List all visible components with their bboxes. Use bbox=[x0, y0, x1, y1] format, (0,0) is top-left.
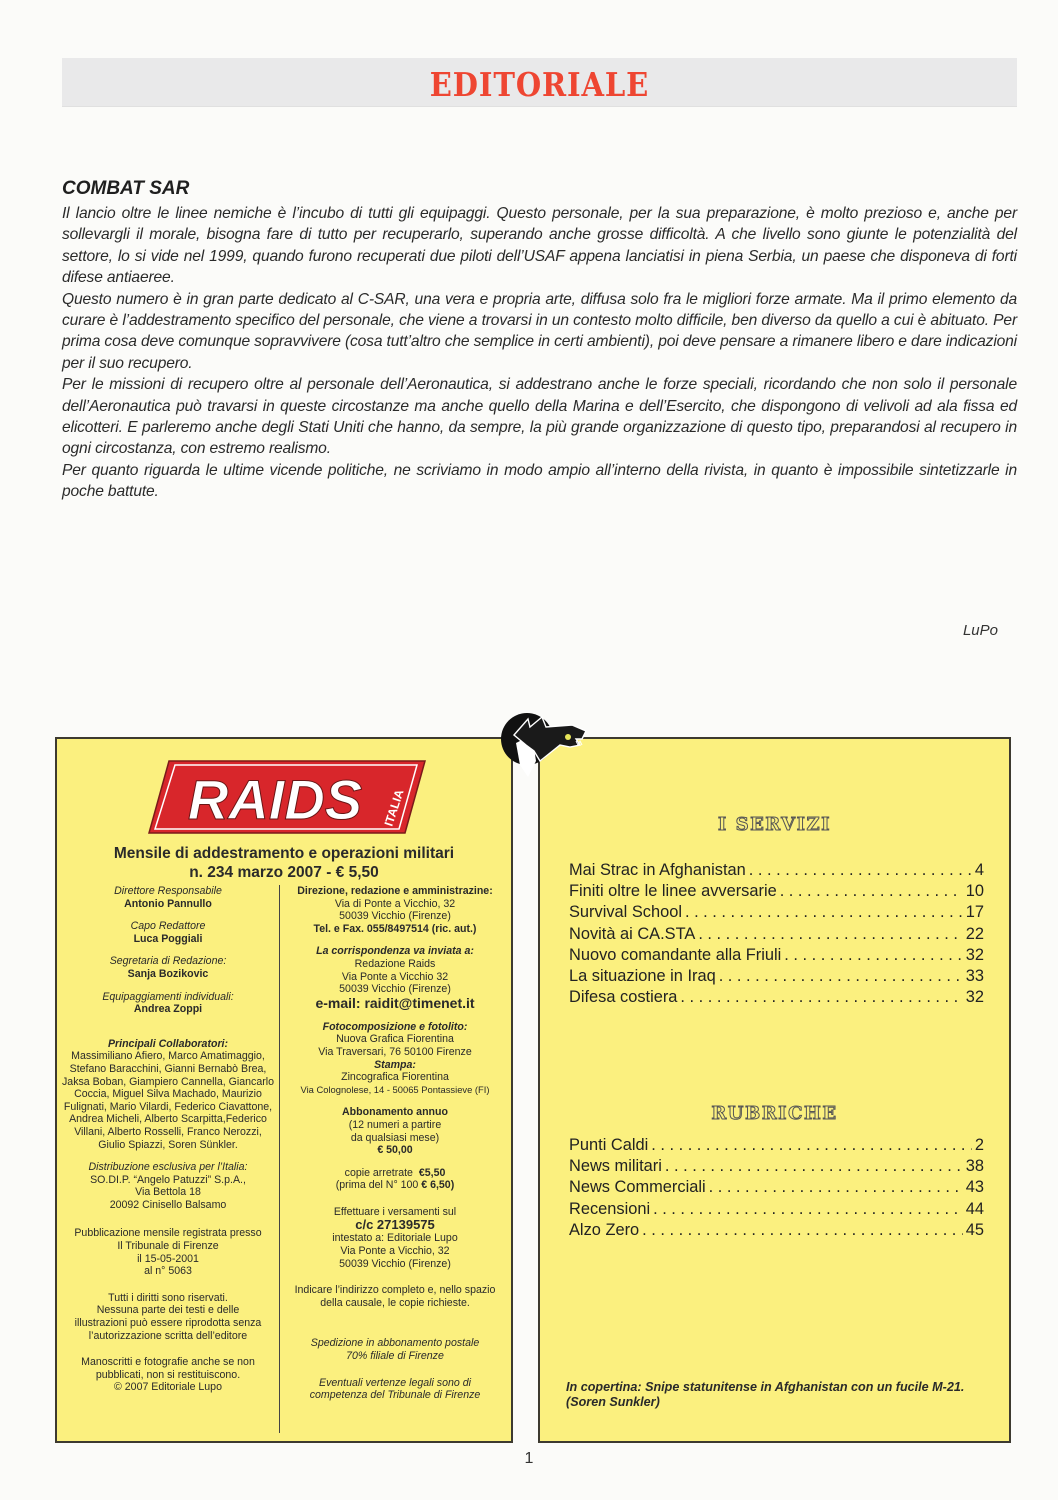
subscription-line: (12 numeri a partire bbox=[348, 1118, 442, 1131]
photo-label: Fotocomposizione e fotolito: bbox=[322, 1020, 468, 1033]
logo-text: RAIDS bbox=[187, 768, 363, 831]
article-paragraph: Per quanto riguarda le ultime vicende politiche, ne scriviamo in modo ampio all’interno della rivista, in quanto è impossibile sintetizzarle in poche battute. bbox=[62, 461, 1017, 501]
toc-item-title: Novità ai CA.STA bbox=[569, 924, 696, 943]
toc-item-page: 32 bbox=[965, 945, 984, 964]
distribution bbox=[61, 1161, 275, 1211]
rights-notice bbox=[61, 1292, 275, 1342]
toc-item[interactable] bbox=[569, 966, 984, 987]
toc-item-page: 10 bbox=[965, 882, 984, 901]
rights-line: Nessuna parte dei testi e delle bbox=[96, 1304, 240, 1317]
toc-item[interactable] bbox=[569, 924, 984, 945]
toc-leader-dots bbox=[709, 1177, 963, 1198]
registration-line: il 15-05-2001 bbox=[137, 1252, 199, 1265]
toc-item-title: Nuovo comandante alla Friuli bbox=[569, 945, 782, 964]
toc-item-title: Mai Strac in Afghanistan bbox=[569, 861, 746, 879]
gutter bbox=[514, 737, 538, 1443]
toc-leader-dots bbox=[653, 1199, 963, 1220]
masthead-box bbox=[55, 737, 513, 1443]
print-line: Zincografica Fiorentina bbox=[341, 1071, 449, 1084]
payment-account: c/c 27139575 bbox=[355, 1217, 435, 1233]
header-banner bbox=[62, 58, 1017, 107]
postal-line: 70% filiale di Firenze bbox=[346, 1350, 444, 1363]
staff-role: Direttore Responsabile bbox=[114, 885, 222, 897]
distribution-line: 20092 Cinisello Balsamo bbox=[109, 1198, 227, 1211]
subscription-line: da qualsiasi mese) bbox=[350, 1131, 440, 1144]
distribution-line: Via Bettola 18 bbox=[135, 1186, 201, 1199]
toc-item-page: 44 bbox=[965, 1199, 984, 1218]
print-label: Stampa: bbox=[374, 1058, 416, 1071]
collaborators-label: Principali Collaboratori: bbox=[107, 1037, 229, 1050]
toc-item-page: 22 bbox=[965, 924, 984, 943]
rights-line: Tutti i diritti sono riservati. bbox=[108, 1291, 228, 1304]
masthead-info bbox=[57, 844, 511, 882]
staff-role: Segretaria di Redazione: bbox=[109, 955, 227, 968]
toc-item-title: News Commerciali bbox=[569, 1178, 706, 1197]
toc-item-page: 32 bbox=[965, 988, 984, 1007]
staff-role: Equipaggiamenti individuali: bbox=[102, 990, 234, 1003]
toc-item[interactable] bbox=[569, 860, 984, 881]
toc-item-title: Recensioni bbox=[569, 1199, 651, 1218]
toc-item-page: 43 bbox=[965, 1178, 984, 1197]
toc-leader-dots bbox=[685, 902, 963, 923]
collaborators-list: Massimiliano Afiero, Marco Amatimaggio, Stefano Baracchini, Gianni Bernabò Brea, Jaksa Boban, Giampiero Cannella, Giancarlo Coccia, Miguel Silva Machado, Maurizio Fulignati, Mario Vilardi, Federico Ciavattone, Andrea Micheli, Alberto Scarpitta,Federico Villani, Alberto Rosselli, Franco Nerozzi, Giulio Spiazzi, Soren Sünkler. bbox=[62, 1050, 274, 1151]
toc-item[interactable] bbox=[569, 902, 984, 923]
office-label: Direzione, redazione e amministrazine: bbox=[297, 885, 493, 897]
phone-number: Tel. e Fax. 055/8497514 (ric. aut.) bbox=[313, 922, 477, 935]
toc-item-page: 45 bbox=[965, 1220, 984, 1239]
rights-line: l’autorizzazione scritta dell’editore bbox=[88, 1329, 248, 1342]
servizi-title: I SERVIZI bbox=[717, 814, 832, 835]
toc-item-title: Difesa costiera bbox=[569, 988, 678, 1007]
toc-item[interactable] bbox=[569, 1135, 984, 1156]
staff-entry bbox=[61, 920, 275, 945]
article-paragraph: Il lancio oltre le linee nemiche è l’incubo di tutti gli equipaggi. Questo personale, per la sua preparazione, è molto prezioso e, anche per sollevargli il morale, bisogna fare di tutto per recuperarlo, superando anche grosse difficoltà. A che livello sono giunte le potenzialità del settore, lo si vide nel 1999, quando furono recuperati due piloti dell’USAF appena lanciatisi in piena Serbia, un paese che disponeva di forti difese antiaeree. bbox=[62, 205, 1017, 287]
back-issues-label: copie arretrate bbox=[344, 1166, 413, 1179]
manuscripts-line: Manoscritti e fotografie anche se non bbox=[81, 1356, 255, 1369]
toc-leader-dots bbox=[642, 1220, 963, 1241]
print-line: Via Colognolese, 14 - 50065 Pontassieve (FI) bbox=[300, 1083, 490, 1095]
staff-entry bbox=[61, 955, 275, 980]
payment-label: Effettuare i versamenti sul bbox=[333, 1205, 457, 1218]
subscription-price: € 50,00 bbox=[377, 1144, 413, 1157]
column-divider bbox=[279, 885, 280, 1433]
subscription-info bbox=[285, 1106, 505, 1156]
toc-item-page: 38 bbox=[965, 1157, 984, 1176]
photo-line: Via Traversari, 76 50100 Firenze bbox=[318, 1045, 472, 1058]
article-paragraph: Questo numero è in gran parte dedicato al C-SAR, una vera e propria arte, diffusa solo fra le migliori forze armate. Ma il primo elemento da curare è l’addestramento specifico del personale, che viene a trovarsi in un contesto molto difficile, ben diverso da quello a cui è abituato. Per prima cosa deve comunque sopravvivere (cosa tutt’altro che semplice in certi ambienti), poi deve pensare a rimanere libero e dare indicazioni per il suo recupero. bbox=[62, 290, 1017, 372]
staff-entry bbox=[61, 885, 275, 910]
collaborators bbox=[61, 1038, 275, 1151]
correspondence-info bbox=[285, 945, 505, 1010]
correspondence-line: 50039 Vicchio (Firenze) bbox=[339, 983, 451, 996]
rubriche-title: RUBRICHE bbox=[711, 1103, 838, 1124]
payment-info bbox=[285, 1206, 505, 1270]
postal-info bbox=[285, 1337, 505, 1362]
subscription-label: Abbonamento annuo bbox=[342, 1106, 448, 1119]
toc-item-page: 2 bbox=[974, 1136, 984, 1154]
contacts-column bbox=[285, 885, 505, 1412]
author-signature: LuPo bbox=[962, 622, 998, 639]
address-note-line: Indicare l’indirizzo completo e, nello spazio bbox=[294, 1284, 496, 1297]
staff-role: Capo Redattore bbox=[130, 920, 206, 933]
correspondence-label: La corrispondenza va inviata a: bbox=[316, 945, 474, 958]
payment-line: 50039 Vicchio (Firenze) bbox=[339, 1257, 451, 1270]
production-info bbox=[285, 1021, 505, 1097]
correspondence-line: Via Ponte a Vicchio 32 bbox=[341, 970, 449, 983]
toc-leader-dots bbox=[719, 966, 963, 987]
toc-leader-dots bbox=[665, 1156, 963, 1177]
registration-line: al n° 5063 bbox=[144, 1265, 192, 1278]
payment-line: Via Ponte a Vicchio, 32 bbox=[340, 1245, 450, 1258]
staff-name: Luca Poggiali bbox=[133, 932, 203, 945]
toc-leader-dots bbox=[749, 860, 972, 881]
servizi-list bbox=[569, 860, 984, 1008]
toc-item-title: Survival School bbox=[569, 903, 682, 922]
back-issues-info bbox=[285, 1167, 505, 1192]
toc-item-title: Punti Caldi bbox=[569, 1136, 649, 1154]
correspondence-line: Redazione Raids bbox=[354, 957, 436, 970]
address-note bbox=[285, 1284, 505, 1309]
toc-item[interactable] bbox=[569, 881, 984, 902]
toc-item-page: 4 bbox=[974, 861, 984, 879]
staff-name: Andrea Zoppi bbox=[133, 1003, 203, 1016]
toc-item[interactable] bbox=[569, 1177, 984, 1198]
cover-note: In copertina: Snipe statunitense in Afghanistan con un fucile M-21. (Soren Sunkler) bbox=[566, 1380, 965, 1409]
toc-item-page: 17 bbox=[965, 903, 984, 922]
toc-leader-dots bbox=[698, 924, 962, 945]
office-line: Via di Ponte a Vicchio, 32 bbox=[334, 897, 456, 910]
editorial-article bbox=[62, 178, 1017, 503]
toc-item[interactable] bbox=[569, 1220, 984, 1241]
page-title: EDITORIALE bbox=[429, 65, 650, 104]
distribution-line: SO.DI.P. “Angelo Patuzzi” S.p.A., bbox=[90, 1173, 246, 1186]
toc-item-title: La situazione in Iraq bbox=[569, 967, 716, 986]
staff-entry bbox=[61, 991, 275, 1016]
staff-column bbox=[61, 885, 275, 1404]
email-link[interactable]: e-mail: raidit@timenet.it bbox=[315, 994, 475, 1011]
postal-line: Spedizione in abbonamento postale bbox=[310, 1337, 480, 1350]
contents-box bbox=[538, 737, 1011, 1443]
photo-line: Nuova Grafica Fiorentina bbox=[336, 1033, 454, 1046]
toc-leader-dots bbox=[784, 945, 962, 966]
toc-leader-dots bbox=[680, 987, 962, 1008]
toc-item-title: Finiti oltre le linee avversarie bbox=[569, 882, 777, 901]
rights-line: illustrazioni può essere riprodotta senza bbox=[74, 1317, 262, 1330]
back-issues-price: €5,50 bbox=[418, 1166, 446, 1179]
issue-info: n. 234 marzo 2007 - € 5,50 bbox=[189, 864, 379, 881]
toc-item-title: Alzo Zero bbox=[569, 1220, 640, 1239]
distribution-label: Distribuzione esclusiva per l’Italia: bbox=[88, 1161, 248, 1174]
manuscripts-line: pubblicati, non si restituiscono. bbox=[95, 1368, 241, 1381]
logo-subtext: ITALIA bbox=[381, 787, 407, 828]
rubriche-list bbox=[569, 1135, 984, 1241]
article-body bbox=[62, 203, 1017, 503]
office-line: 50039 Vicchio (Firenze) bbox=[339, 910, 451, 923]
toc-leader-dots bbox=[651, 1135, 972, 1156]
article-heading: COMBAT SAR bbox=[62, 178, 190, 199]
registration-line: Pubblicazione mensile registrata presso bbox=[74, 1227, 262, 1240]
legal-line: competenza del Tribunale di Firenze bbox=[309, 1389, 481, 1402]
article-paragraph: Per le missioni di recupero oltre al personale dell’Aeronautica, si addestrano anche le forze speciali, ricordando che non solo il personale dell’Aeronautica può travarsi in queste circostanze ma anche quello della Marina e dell’Esercito, che dispongono di velivoli ad ala fissa ed elicotteri. E parleremo anche degli Stati Uniti che hanno, da sempre, la più grande organizzazione di questo tipo, preparandosi al recupero in ogni circostanza, con estremo realismo. bbox=[62, 376, 1017, 458]
toc-leader-dots bbox=[780, 881, 963, 902]
back-issues-old-label: (prima del N° 100 bbox=[335, 1179, 419, 1192]
wolf-eye bbox=[565, 734, 571, 740]
page-number: 1 bbox=[524, 1450, 534, 1467]
payment-line: intestato a: Editoriale Lupo bbox=[332, 1232, 458, 1245]
manuscripts-notice bbox=[61, 1356, 275, 1394]
legal-info bbox=[285, 1377, 505, 1402]
staff-name: Antonio Pannullo bbox=[124, 897, 212, 910]
staff-name: Sanja Bozikovic bbox=[127, 967, 209, 980]
toc-item[interactable] bbox=[569, 987, 984, 1008]
toc-item[interactable] bbox=[569, 945, 984, 966]
toc-item-page: 33 bbox=[965, 967, 984, 986]
legal-line: Eventuali vertenze legali sono di bbox=[319, 1376, 471, 1389]
address-note-line: della causale, le copie richieste. bbox=[320, 1296, 470, 1309]
registration-line: Il Tribunale di Firenze bbox=[117, 1240, 219, 1253]
back-issues-old-price: € 6,50) bbox=[421, 1179, 455, 1192]
office-info bbox=[285, 885, 505, 935]
registration bbox=[61, 1227, 275, 1277]
toc-item-title: News militari bbox=[569, 1157, 662, 1176]
magazine-subtitle: Mensile di addestramento e operazioni militari bbox=[113, 845, 455, 862]
toc-item[interactable] bbox=[569, 1156, 984, 1177]
copyright-line: © 2007 Editoriale Lupo bbox=[114, 1381, 222, 1394]
wolf-logo-icon bbox=[500, 705, 590, 779]
raids-logo bbox=[147, 759, 427, 835]
toc-item[interactable] bbox=[569, 1199, 984, 1220]
